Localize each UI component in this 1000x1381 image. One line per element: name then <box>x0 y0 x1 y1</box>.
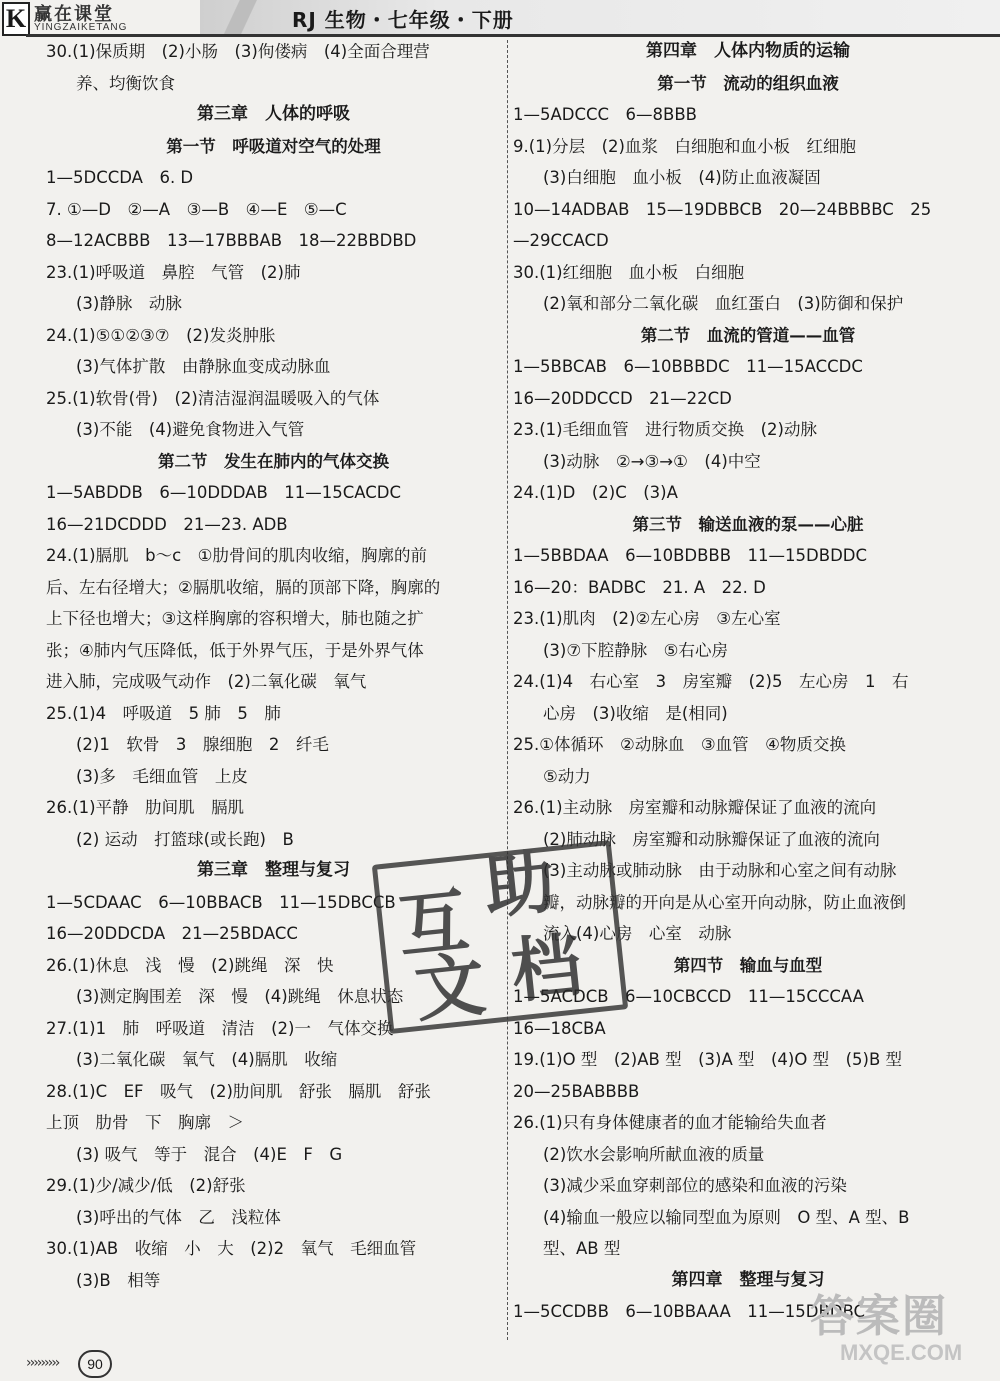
answer-line: 16—20DDCDA 21—25BDACC <box>46 924 298 943</box>
answer-line: 1—5ADCCC 6—8BBB <box>513 105 698 124</box>
answer-line: 16—20：BADBC 21. A 22. D <box>513 577 766 597</box>
answer-line: 上顶 肋骨 下 胸廓 ＞ <box>46 1113 244 1132</box>
answer-line: 29.(1)少/减少/低 (2)舒张 <box>46 1176 246 1195</box>
answer-column-left <box>46 36 501 1296</box>
logo-letter: K <box>5 4 27 33</box>
column-divider <box>507 40 508 1340</box>
page-arrow-icon: ››››››››› <box>26 1355 59 1371</box>
answer-line: 1—5BBCAB 6—10BBBDC 11—15ACCDC <box>513 357 863 376</box>
answer-line: 7. ①—D ②—A ③—B ④—E ⑤—C <box>46 199 347 219</box>
answer-line: 型、AB 型 <box>543 1239 621 1258</box>
answer-line: 瓣，动脉瓣的开向是从心室开向动脉，防止血液倒 <box>543 892 906 912</box>
answer-line: (3)不能 (4)避免食物进入气管 <box>76 420 305 439</box>
page-number: 90 <box>78 1350 112 1378</box>
answer-line: 进入肺，完成吸气动作 (2)二氧化碳 氧气 <box>46 672 367 691</box>
section-heading: 第四章 整理与复习 <box>671 1269 825 1290</box>
answer-line: 20—25BABBBB <box>513 1081 640 1101</box>
section-heading: 第二节 血流的管道——血管 <box>640 325 856 345</box>
answer-line: 10—14ADBAB 15—19DBBCB 20—24BBBBC 25 <box>513 199 932 219</box>
answer-line: (3) 吸气 等于 混合 (4)E F G <box>76 1144 343 1164</box>
answer-line: 30.(1)红细胞 血小板 白细胞 <box>513 262 745 282</box>
answer-line: 26.(1)休息 浅 慢 (2)跳绳 深 快 <box>46 955 334 975</box>
section-heading: 第三章 整理与复习 <box>197 860 350 880</box>
answer-line: 24.(1)4 右心室 3 房室瓣 (2)5 左心房 1 右 <box>513 672 909 691</box>
answer-line: 1—5ACDCB 6—10CBCCD 11—15CCCAA <box>513 987 864 1006</box>
answer-line: 养、均衡饮食 <box>76 73 175 93</box>
stamp-char: 互 <box>394 878 473 969</box>
answer-line: 25.(1)4 呼吸道 5 肺 5 肺 <box>46 703 281 723</box>
answer-line: (3)呼出的气体 乙 浅粒体 <box>76 1207 281 1227</box>
answer-line: (3)⑦下腔静脉 ⑤右心房 <box>543 640 728 660</box>
answer-line: (3)气体扩散 由静脉血变成动脉血 <box>76 357 331 376</box>
answer-line: 16—20DDCCD 21—22CD <box>513 388 732 408</box>
answer-line: 25.①体循环 ②动脉血 ③血管 ④物质交换 <box>513 735 846 754</box>
section-heading: 第一节 流动的组织血液 <box>657 73 839 93</box>
brand-name-en: YINGZAIKETANG <box>34 22 128 33</box>
watermark-url: MXQE.COM <box>840 1340 963 1365</box>
section-heading: 第三章 人体的呼吸 <box>197 104 350 124</box>
brand-name-cn: 赢在课堂 <box>34 4 114 25</box>
header-decoration <box>205 0 275 34</box>
answer-line: (2)1 软骨 3 腺细胞 2 纤毛 <box>76 735 329 754</box>
section-heading: 第一节 呼吸道对空气的处理 <box>166 136 381 156</box>
answer-line: 23.(1)肌肉 (2)②左心房 ③左心室 <box>513 609 781 628</box>
answer-line: ⑤动力 <box>543 766 591 786</box>
stamp-char: 档 <box>507 922 586 1013</box>
answer-line: (3)B 相等 <box>76 1270 161 1290</box>
answer-line: 24.(1)膈肌 b～c ①肋骨间的肌肉收缩，胸廓的前 <box>46 546 427 565</box>
answer-line: 23.(1)呼吸道 鼻腔 气管 (2)肺 <box>46 262 301 282</box>
section-heading: 第二节 发生在肺内的气体交换 <box>158 451 389 471</box>
answer-line: (3)减少采血穿刺部位的感染和血液的污染 <box>543 1176 847 1195</box>
section-heading: 第四章 人体内物质的运输 <box>646 41 850 61</box>
answer-line: 26.(1)主动脉 房室瓣和动脉瓣保证了血液的流向 <box>513 798 877 817</box>
page-header <box>0 0 1000 40</box>
answer-line: 28.(1)C EF 吸气 (2)肋间肌 舒张 膈肌 舒张 <box>46 1081 431 1101</box>
answer-line: (3)二氧化碳 氧气 (4)膈肌 收缩 <box>76 1050 338 1069</box>
answer-line: 1—5ABDDB 6—10DDDAB 11—15CACDC <box>46 483 402 502</box>
answer-line: 26.(1)平静 肋间肌 膈肌 <box>46 798 245 817</box>
answer-line: 1—5BBDAA 6—10BDBBB 11—15DBDDC <box>513 546 868 565</box>
page-title: RJ 生物・七年级・下册 <box>292 8 514 32</box>
answer-line: 16—21DCDDD 21—23. ADB <box>46 514 288 534</box>
answer-line: 1—5DCCDA 6. D <box>46 168 194 187</box>
answer-line: 24.(1)D (2)C (3)A <box>513 483 678 502</box>
answer-line: (3)主动脉或肺动脉 由于动脉和心室之间有动脉 <box>543 861 897 880</box>
answer-line: (3)多 毛细血管 上皮 <box>76 766 248 786</box>
answer-line: 张；④肺内气压降低，低于外界气压，于是外界气体 <box>46 640 424 660</box>
answer-line: 30.(1)保质期 (2)小肠 (3)佝偻病 (4)全面合理营 <box>46 42 430 61</box>
answer-line: 24.(1)⑤①②③⑦ (2)发炎肿胀 <box>46 325 276 345</box>
answer-line: 后、左右径增大；②膈肌收缩，膈的顶部下降，胸廓的 <box>46 577 441 597</box>
answer-line: 1—5CCDBB 6—10BBAAA 11—15DBDBC <box>513 1302 866 1321</box>
answer-line: 27.(1)1 肺 呼吸道 清洁 (2)一 气体交换 <box>46 1018 394 1038</box>
answer-line: (3)静脉 动脉 <box>76 294 182 313</box>
answer-line: (3)白细胞 血小板 (4)防止血液凝固 <box>543 168 821 187</box>
answer-line: 心房 (3)收缩 是(相同) <box>543 703 728 723</box>
answer-line: (3)测定胸围差 深 慢 (4)跳绳 休息状态 <box>76 987 404 1006</box>
answer-line: (3)动脉 ②→③→① (4)中空 <box>543 451 761 471</box>
answer-line: 上下径也增大；③这样胸廓的容积增大，肺也随之扩 <box>46 609 424 628</box>
section-heading: 第四节 输血与血型 <box>673 955 823 975</box>
logo-mark <box>2 2 30 36</box>
answer-line: 16—18CBA <box>513 1018 606 1038</box>
answer-line: —29CCACD <box>513 231 609 250</box>
answer-column-right <box>513 36 983 1328</box>
answer-line: (2)肺动脉 房室瓣和动脉瓣保证了血液的流向 <box>543 829 880 849</box>
stamp-char: 助 <box>480 839 559 930</box>
answer-line: 19.(1)O 型 (2)AB 型 (3)A 型 (4)O 型 (5)B 型 <box>513 1050 903 1069</box>
answer-line: (4)输血一般应以输同型血为原则 O 型、A 型、B <box>543 1207 910 1227</box>
watermark-text: 答案圈 <box>810 1291 948 1342</box>
answer-line: 1—5CDAAC 6—10BBACB 11—15DBCCB <box>46 892 396 912</box>
watermark <box>810 1280 995 1375</box>
answer-line: 9.(1)分层 (2)血浆 白细胞和血小板 红细胞 <box>513 136 856 156</box>
answer-line: 25.(1)软骨(骨) (2)清洁湿润温暖吸入的气体 <box>46 388 380 408</box>
answer-line: (2)饮水会影响所献血液的质量 <box>543 1144 765 1164</box>
answer-line: 26.(1)只有身体健康者的血才能输给失血者 <box>513 1113 827 1132</box>
answer-line: 流入(4)心房 心室 动脉 <box>543 924 732 943</box>
answer-line: 30.(1)AB 收缩 小 大 (2)2 氧气 毛细血管 <box>46 1239 417 1258</box>
stamp-char: 文 <box>410 942 490 1032</box>
answer-line: (2) 运动 打篮球(或长跑) B <box>76 829 294 849</box>
answer-line: (2)氧和部分二氧化碳 血红蛋白 (3)防御和保护 <box>543 294 904 313</box>
section-heading: 第三节 输送血液的泵——心脏 <box>632 514 864 534</box>
answer-line: 8—12ACBBB 13—17BBBAB 18—22BBDBD <box>46 231 417 250</box>
answer-line: 23.(1)毛细血管 进行物质交换 (2)动脉 <box>513 420 817 439</box>
